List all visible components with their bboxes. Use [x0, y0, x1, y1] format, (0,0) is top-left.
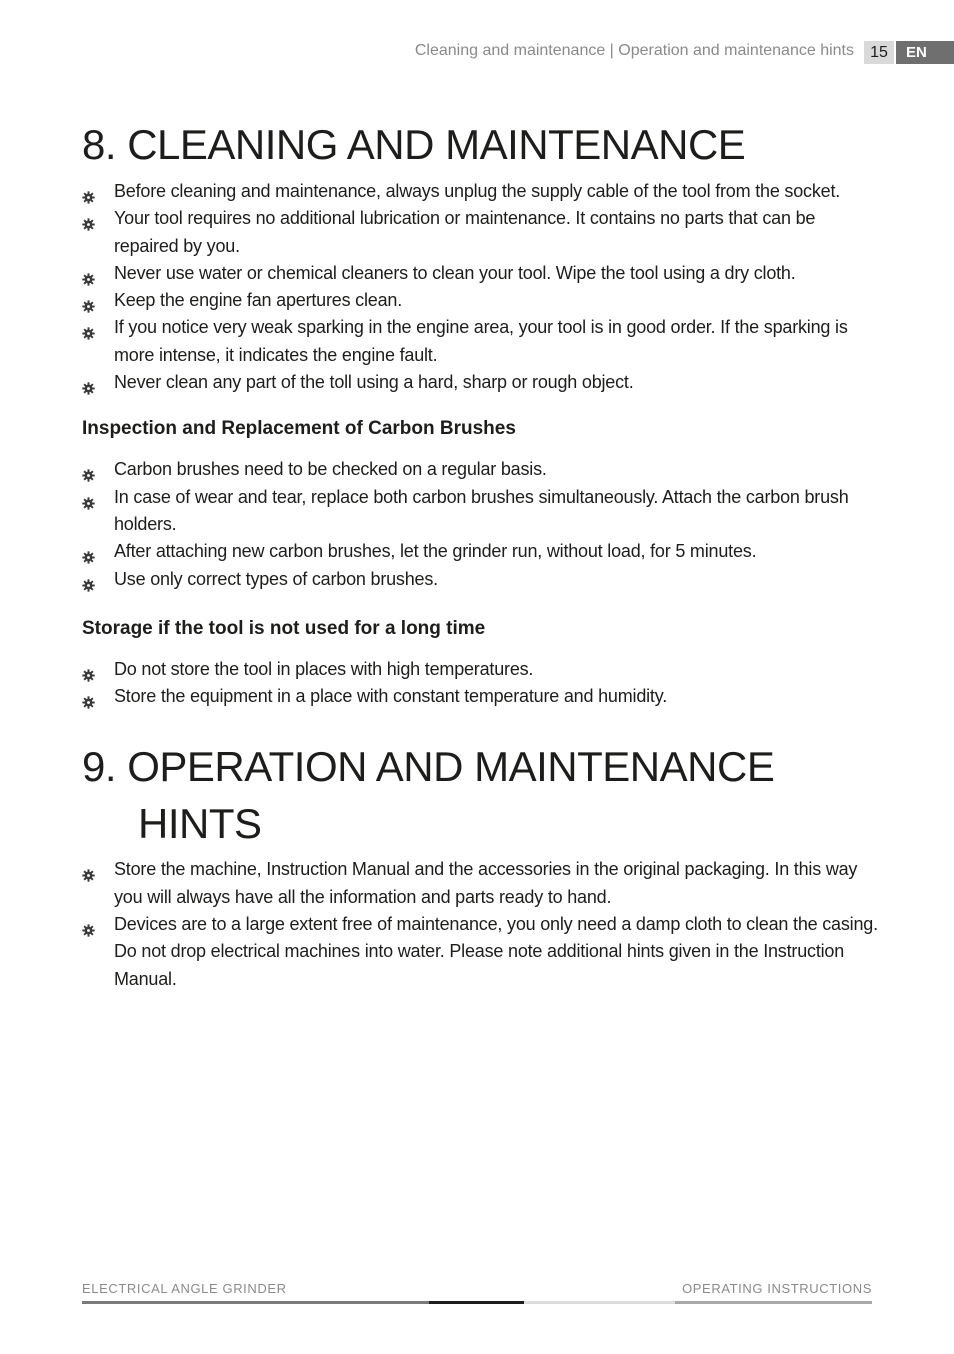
cogwheel-bullet-icon — [82, 185, 95, 198]
list-item-text: Carbon brushes need to be checked on a regular basis. — [114, 459, 547, 480]
list-item-text: Do not store the tool in places with high temperatures. — [114, 658, 534, 679]
running-header: Cleaning and maintenance | Operation and maintenance hints — [414, 42, 854, 59]
cogwheel-bullet-icon — [82, 690, 95, 703]
section-9-title — [82, 738, 882, 852]
section-8-list — [82, 178, 882, 396]
footer-bar-segment-3 — [524, 1301, 675, 1304]
footer-document-type: OPERATING INSTRUCTIONS — [682, 1281, 872, 1296]
list-item — [82, 656, 882, 683]
cogwheel-bullet-icon — [82, 663, 95, 676]
section-9-list — [82, 856, 882, 992]
list-item-text: After attaching new carbon brushes, let the grinder run, without load, for 5 minutes. — [114, 541, 757, 562]
list-item — [82, 456, 882, 483]
list-item — [82, 260, 882, 287]
footer-product-name: ELECTRICAL ANGLE GRINDER — [82, 1281, 287, 1296]
list-item-text: If you notice very weak sparking in the engine area, your tool is in good order. If the sparking is more intense, it indicates the engine fault. — [114, 317, 848, 365]
section-8-title: 8. CLEANING AND MAINTENANCE — [82, 121, 746, 168]
carbon-brushes-list — [82, 456, 882, 592]
footer-bar-segment-2 — [429, 1301, 524, 1304]
cogwheel-bullet-icon — [82, 863, 95, 876]
list-item-text: In case of wear and tear, replace both carbon brushes simultaneously. Attach the carbon brush holders. — [114, 486, 849, 534]
list-item — [82, 566, 882, 593]
cogwheel-bullet-icon — [82, 463, 95, 476]
list-item-text: Use only correct types of carbon brushes. — [114, 568, 438, 589]
storage-list — [82, 656, 882, 711]
list-item-text: Never use water or chemical cleaners to clean your tool. Wipe the tool using a dry cloth. — [114, 262, 796, 283]
list-item — [82, 205, 882, 260]
page-number: 15 — [864, 41, 894, 64]
language-badge: EN — [896, 41, 954, 64]
footer-bar-segment-1 — [82, 1301, 429, 1304]
list-item-text: Your tool requires no additional lubrication or maintenance. It contains no parts that can be repaired by you. — [114, 208, 816, 256]
cogwheel-bullet-icon — [82, 321, 95, 334]
list-item — [82, 314, 882, 369]
section-9-title-line1: 9. OPERATION AND MAINTENANCE — [82, 743, 775, 791]
section-9-title-line2: HINTS — [138, 800, 262, 848]
list-item-text: Before cleaning and maintenance, always unplug the supply cable of the tool from the socket. — [114, 181, 841, 201]
list-item — [82, 538, 882, 565]
list-item-text: Never clean any part of the toll using a hard, sharp or rough object. — [114, 372, 634, 393]
storage-heading: Storage if the tool is not used for a long time — [82, 617, 486, 639]
list-item — [82, 369, 882, 396]
list-item — [82, 484, 882, 539]
page-content — [82, 118, 882, 993]
list-item-text: Devices are to a large extent free of maintenance, you only need a damp cloth to clean the casing. Do not drop electrical machines into water. Please note additional hints given in the Instruction Manual. — [114, 914, 878, 989]
cogwheel-bullet-icon — [82, 294, 95, 307]
carbon-brushes-heading: Inspection and Replacement of Carbon Brushes — [82, 418, 516, 440]
list-item-text: Store the equipment in a place with constant temperature and humidity. — [114, 686, 667, 707]
footer-bar-segment-4 — [675, 1301, 872, 1304]
cogwheel-bullet-icon — [82, 267, 95, 280]
list-item — [82, 911, 882, 993]
cogwheel-bullet-icon — [82, 573, 95, 586]
cogwheel-bullet-icon — [82, 918, 95, 931]
list-item-text: Keep the engine fan apertures clean. — [114, 290, 403, 311]
cogwheel-bullet-icon — [82, 212, 95, 225]
list-item — [82, 178, 882, 205]
list-item — [82, 856, 882, 911]
list-item-text: Store the machine, Instruction Manual and the accessories in the original packaging. In this way you will always have all the information and parts ready to hand. — [114, 859, 858, 907]
cogwheel-bullet-icon — [82, 491, 95, 504]
list-item — [82, 287, 882, 314]
cogwheel-bullet-icon — [82, 376, 95, 389]
list-item — [82, 683, 882, 710]
cogwheel-bullet-icon — [82, 545, 95, 558]
